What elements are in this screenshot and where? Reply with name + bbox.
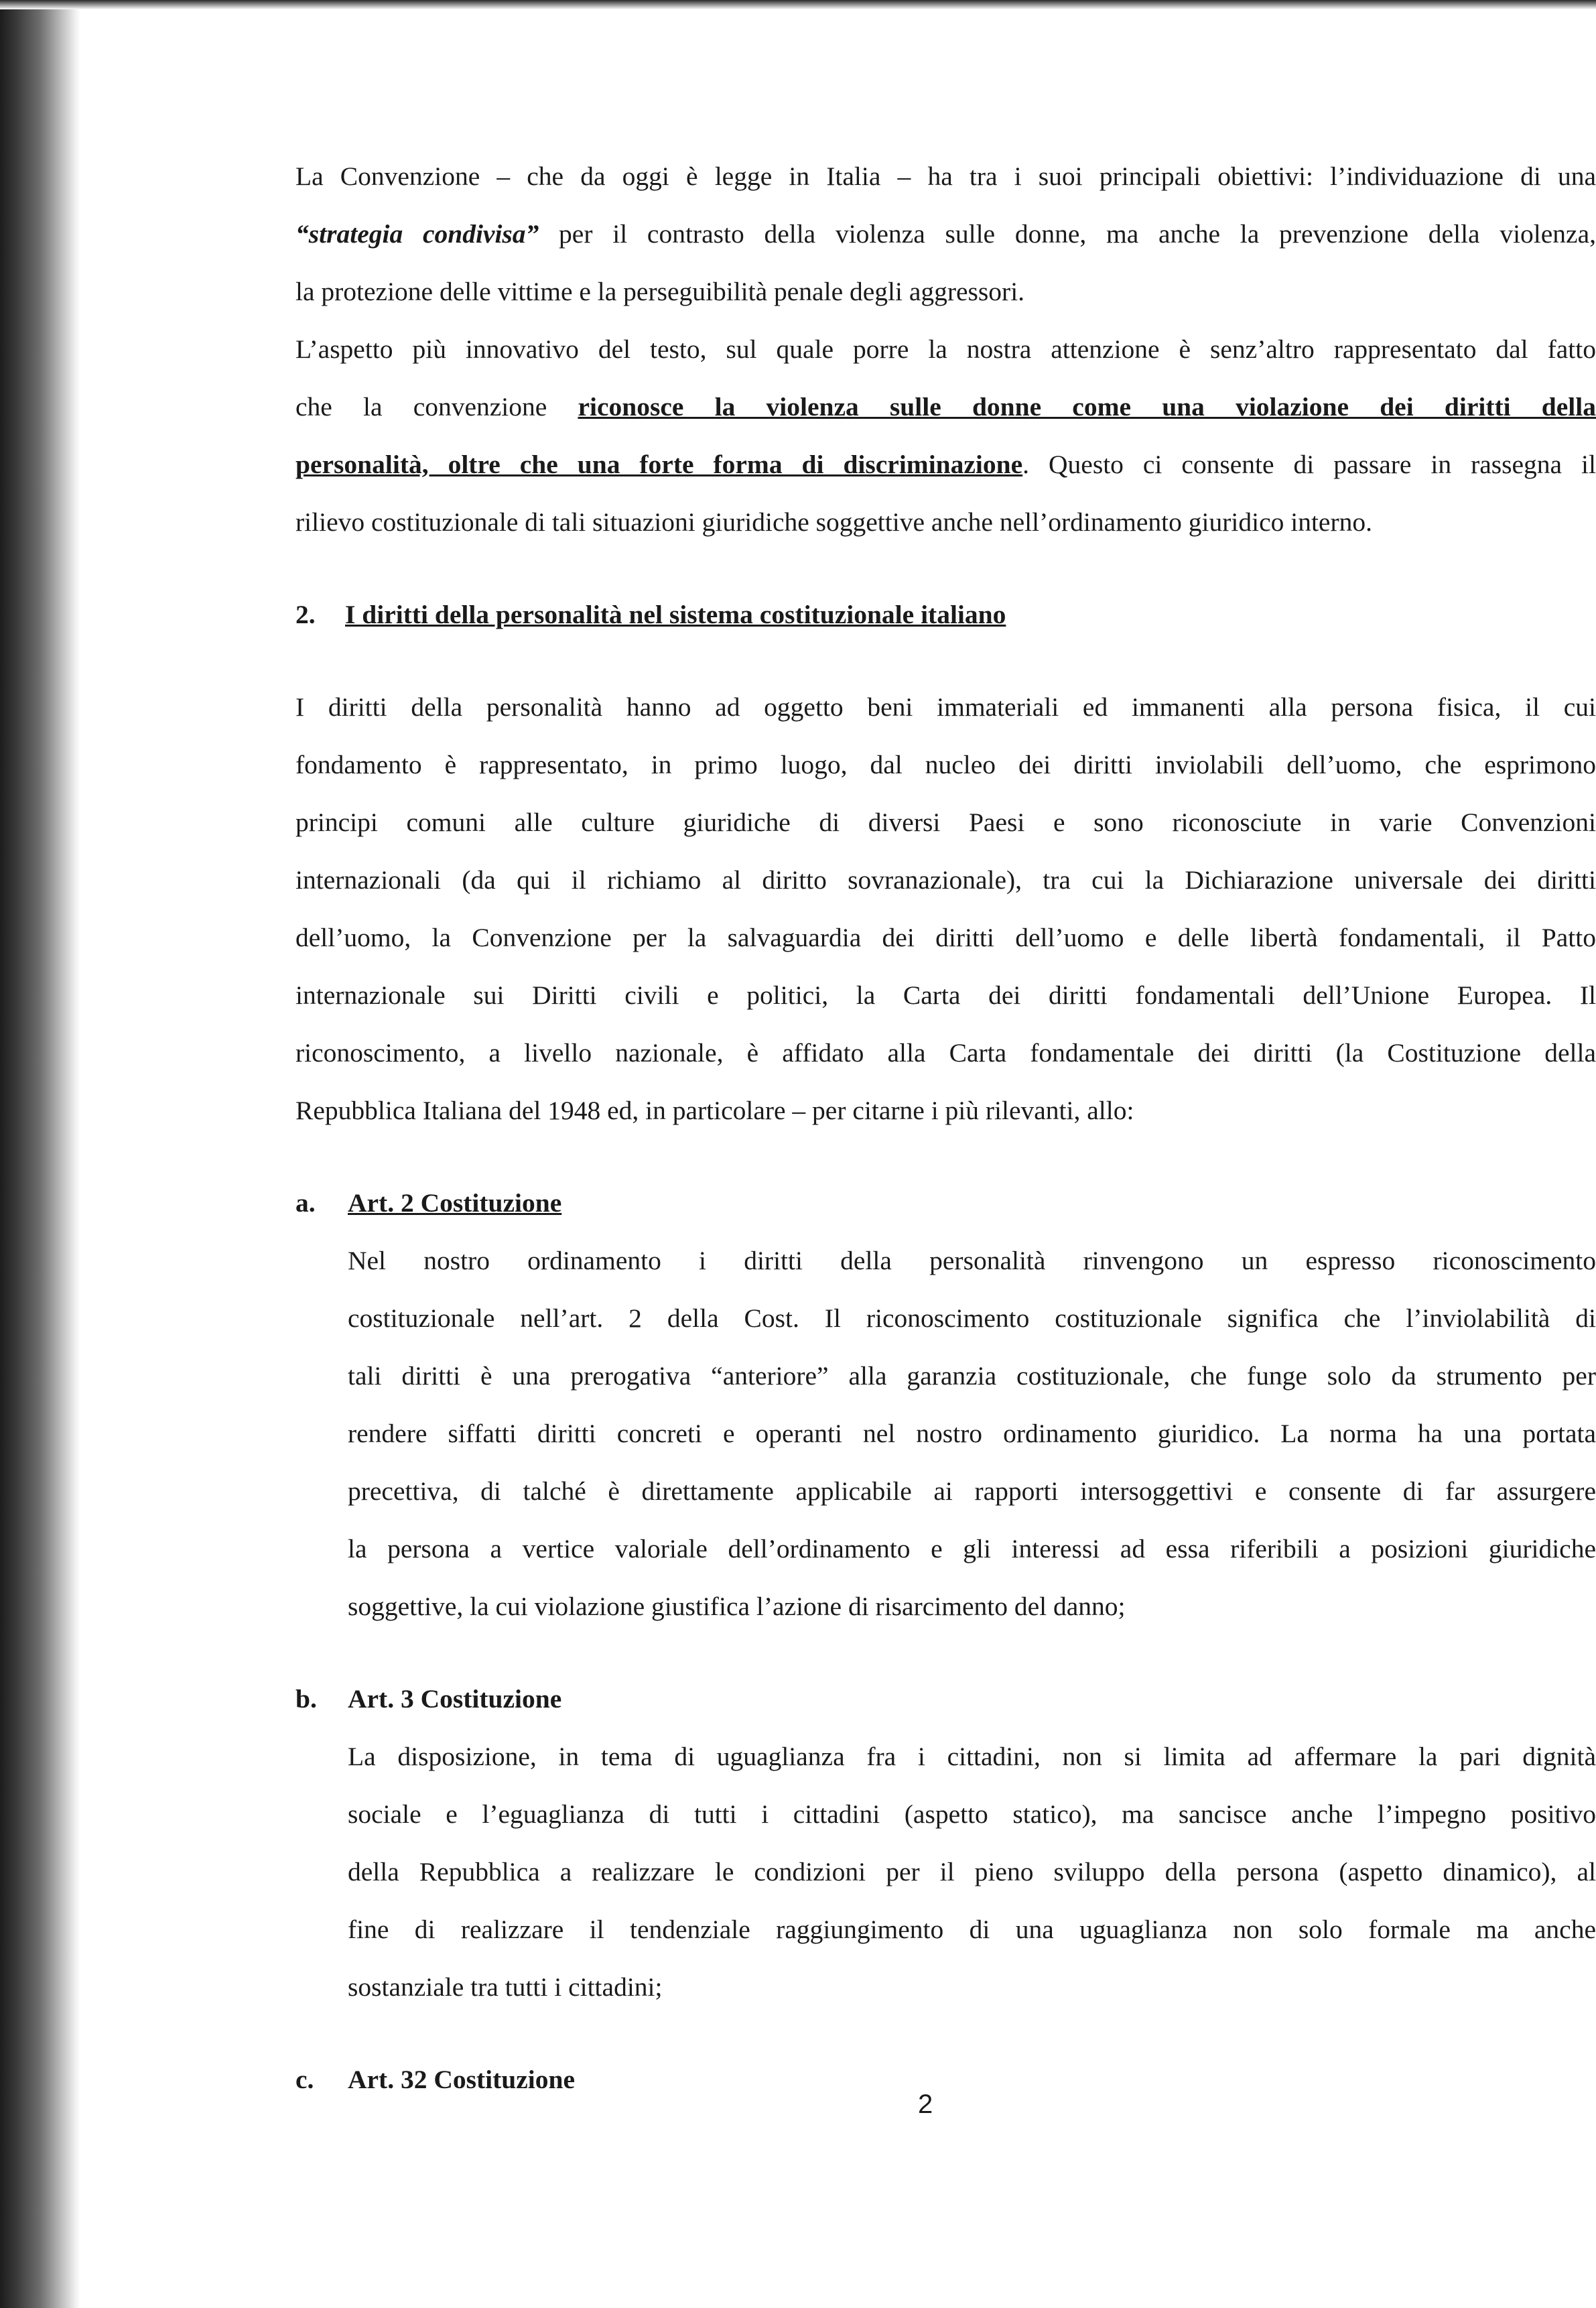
text-run: per il contrasto della violenza sulle donne, ma anche la prevenzione della violenza, [539, 219, 1596, 249]
section-2-paragraph [295, 678, 1596, 1139]
text-line: principi comuni alle culture giuridiche di diversi Paesi e sono riconosciute in varie Convenzioni [295, 808, 1596, 837]
text-line: della Repubblica a realizzare le condizioni per il pieno sviluppo della persona (aspetto dinamico), al [348, 1857, 1596, 1886]
article-title: Art. 2 Costituzione [348, 1188, 562, 1218]
list-item-body-a [295, 1232, 1596, 1635]
emphasis-quote: “strategia condivisa” [295, 219, 539, 249]
bold-underlined-text: personalità, oltre che una forte forma di discriminazione [295, 450, 1023, 479]
section-number: 2. [295, 600, 316, 629]
text-line [295, 378, 1596, 436]
section-title: I diritti della personalità nel sistema costituzionale italiano [345, 600, 1006, 629]
scan-top-edge [0, 0, 1596, 9]
text-line: L’aspetto più innovativo del testo, sul quale porre la nostra attenzione è senz’altro rappresentato dal fatto [295, 334, 1596, 364]
text-line: internazionale sui Diritti civili e politici, la Carta dei diritti fondamentali dell’Unione Europea. Il [295, 980, 1596, 1010]
text-line: sociale e l’eguaglianza di tutti i cittadini (aspetto statico), ma sancisce anche l’impegno positivo [348, 1799, 1596, 1829]
list-letter: c. [295, 2065, 314, 2094]
text-line: dell’uomo, la Convenzione per la salvaguardia dei diritti dell’uomo e delle libertà fondamentali, il Patto [295, 923, 1596, 952]
article-title: Art. 3 Costituzione [348, 1684, 562, 1714]
list-item-heading-b [295, 1670, 1596, 1728]
text-line: fine di realizzare il tendenziale raggiungimento di una uguaglianza non solo formale ma anche [348, 1915, 1596, 1944]
text-line: internazionali (da qui il richiamo al diritto sovranazionale), tra cui la Dichiarazione universale dei diritti [295, 865, 1596, 895]
text-line: costituzionale nell’art. 2 della Cost. Il riconoscimento costituzionale significa che l’inviolabilità di [348, 1303, 1596, 1333]
bold-underlined-text: riconosce la violenza sulle donne come una violazione dei diritti della [578, 392, 1596, 422]
text-line [295, 436, 1596, 493]
text-line: rendere siffatti diritti concreti e operanti nel nostro ordinamento giuridico. La norma ha una portata [348, 1419, 1596, 1448]
text-line: fondamento è rappresentato, in primo luogo, dal nucleo dei diritti inviolabili dell’uomo, che esprimono [295, 750, 1596, 779]
intro-paragraph-1 [295, 147, 1596, 320]
text-line: riconoscimento, a livello nazionale, è affidato alla Carta fondamentale dei diritti (la Costituzione della [295, 1038, 1596, 1068]
text-line: tali diritti è una prerogativa “anteriore” alla garanzia costituzionale, che funge solo da strumento per [348, 1361, 1596, 1391]
text-line: soggettive, la cui violazione giustifica l’azione di risarcimento del danno; [348, 1592, 1126, 1621]
text-run: . Questo ci consente di passare in rassegna il [1022, 450, 1596, 479]
article-title: Art. 32 Costituzione [348, 2065, 575, 2094]
text-line: Repubblica Italiana del 1948 ed, in particolare – per citarne i più rilevanti, allo: [295, 1096, 1134, 1125]
text-line [295, 205, 1596, 263]
list-item-heading-a [295, 1174, 1596, 1232]
scan-binding-shadow [0, 0, 80, 2308]
section-heading [295, 586, 1596, 643]
page-number: 2 [918, 2090, 933, 2119]
text-line: precettiva, di talché è direttamente applicabile ai rapporti intersoggettivi e consente di far assurgere [348, 1476, 1596, 1506]
text-run: che la convenzione [295, 392, 578, 422]
text-line: I diritti della personalità hanno ad oggetto beni immateriali ed immanenti alla persona fisica, il cui [295, 692, 1596, 722]
text-line: la persona a vertice valoriale dell’ordinamento e gli interessi ad essa riferibili a posizioni giuridiche [348, 1534, 1596, 1563]
text-line: la protezione delle vittime e la perseguibilità penale degli aggressori. [295, 277, 1025, 306]
text-line: Nel nostro ordinamento i diritti della personalità rinvengono un espresso riconoscimento [348, 1246, 1596, 1275]
text-line: La Convenzione – che da oggi è legge in Italia – ha tra i suoi principali obiettivi: l’individuazione di una [295, 162, 1596, 191]
list-item-body-b [295, 1728, 1596, 2016]
list-item-heading-c [295, 2051, 1596, 2108]
text-line: La disposizione, in tema di uguaglianza fra i cittadini, non si limita ad affermare la pari dignità [348, 1742, 1596, 1771]
intro-paragraph-2 [295, 320, 1596, 551]
list-letter: b. [295, 1684, 317, 1714]
text-line: sostanziale tra tutti i cittadini; [348, 1972, 663, 2002]
text-line: rilievo costituzionale di tali situazioni giuridiche soggettive anche nell’ordinamento giuridico interno. [295, 507, 1372, 537]
document-page [295, 147, 1596, 2108]
list-letter: a. [295, 1188, 316, 1218]
